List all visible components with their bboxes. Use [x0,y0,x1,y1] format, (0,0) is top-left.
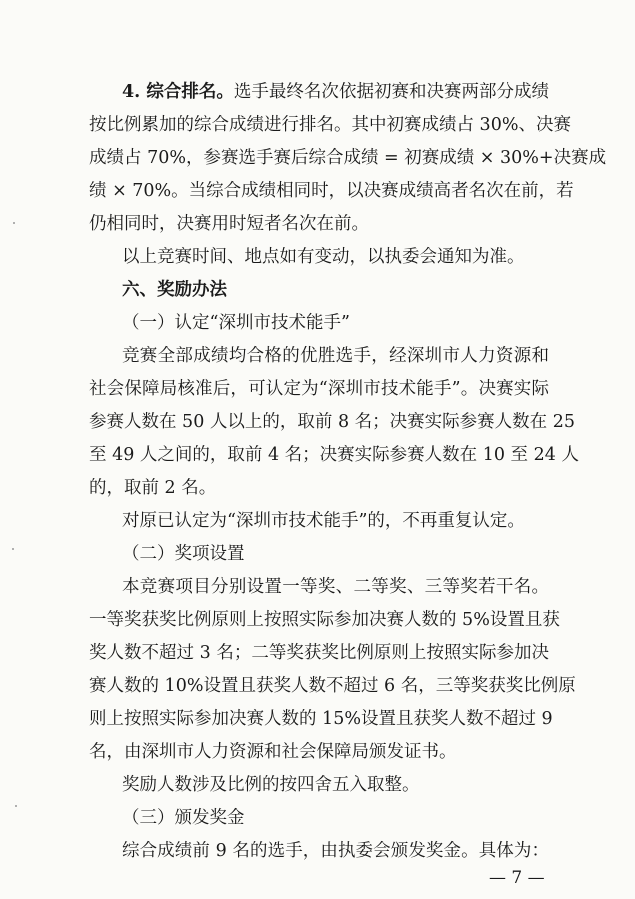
subsection-2-heading: （二）奖项设置 [122,544,245,564]
subsection-1-heading: （一）认定“深圳市技术能手” [122,313,350,333]
ranking-title: 4. 综合排名。 [122,82,234,102]
sub1-line-2: 社会保障局核准后，可认定为“深圳市技术能手”。决赛实际 [89,379,549,399]
scan-speck [13,222,15,224]
scan-speck [12,548,14,550]
ranking-line-5: 仍相同时，决赛用时短者名次在前。 [89,214,369,234]
sub2-line-3: 奖人数不超过 3 名；二等奖获奖比例原则上按照实际参加决 [89,643,549,663]
ranking-line-3: 成绩占 70%，参赛选手赛后综合成绩 = 初赛成绩 × 30%+决赛成 [89,148,607,168]
page-number: — 7 — [489,868,545,888]
sub1-line-4: 至 49 人之间的，取前 4 名；决赛实际参赛人数在 10 至 24 人 [89,445,579,465]
ranking-line-1 [122,79,549,105]
sub1-line-3: 参赛人数在 50 人以上的，取前 8 名；决赛实际参赛人数在 25 [89,412,575,432]
sub3-line-1: 综合成绩前 9 名的选手，由执委会颁发奖金。具体为： [122,841,549,861]
ranking-line-4: 绩 × 70%。当综合成绩相同时，以决赛成绩高者名次在前，若 [89,181,574,201]
sub2-line-2: 一等奖获奖比例原则上按照实际参加决赛人数的 5%设置且获 [89,610,560,630]
subsection-3-heading: （三）颁发奖金 [122,808,245,828]
sub2-line-6: 名，由深圳市人力资源和社会保障局颁发证书。 [89,742,457,762]
scan-speck [15,805,17,807]
sub2-line-1: 本竞赛项目分别设置一等奖、二等奖、三等奖若干名。 [122,577,549,597]
notice-paragraph: 以上竞赛时间、地点如有变动，以执委会通知为准。 [122,247,525,267]
ranking-line-2: 按比例累加的综合成绩进行排名。其中初赛成绩占 30%、决赛 [89,115,571,135]
sub1-note: 对原已认定为“深圳市技术能手”的，不再重复认定。 [122,511,525,531]
ranking-line-1-text: 选手最终名次依据初赛和决赛两部分成绩 [233,82,549,102]
sub2-line-4: 赛人数的 10%设置且获奖人数不超过 6 名，三等奖获奖比例原 [89,676,576,696]
sub2-line-5: 则上按照实际参加决赛人数的 15%设置且获奖人数不超过 9 [89,709,553,729]
sub1-line-1: 竞赛全部成绩均合格的优胜选手，经深圳市人力资源和 [122,346,549,366]
sub1-line-5: 的，取前 2 名。 [89,478,217,498]
sub2-note: 奖励人数涉及比例的按四舍五入取整。 [122,775,420,795]
section-six-heading: 六、奖励办法 [122,280,227,300]
